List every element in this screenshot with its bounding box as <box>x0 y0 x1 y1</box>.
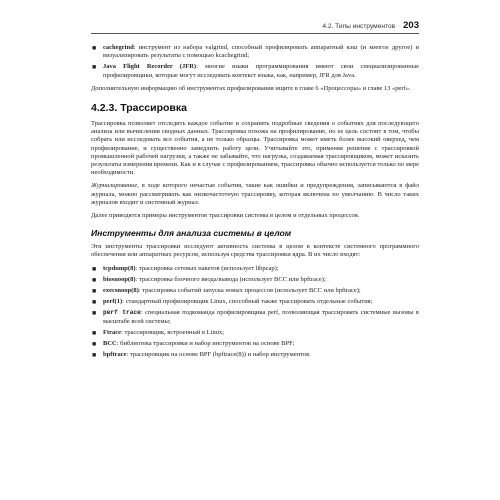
bullet-icon: ■ <box>92 309 97 318</box>
book-page <box>91 20 419 364</box>
logging-term: Журналирование <box>91 182 138 190</box>
bullet-icon: ■ <box>92 44 97 52</box>
bullet-icon: ■ <box>92 351 97 360</box>
list-term: execsnoop(8) <box>103 287 139 295</box>
list-term: cachegrind <box>103 44 134 51</box>
list-text: : трассировщик на основе BPF (bpftrace(8)) и набор инструментов. <box>126 351 311 359</box>
list-item <box>91 298 419 306</box>
list-item <box>91 63 419 79</box>
list-item <box>91 276 419 284</box>
list-text: : специальная подкоманда профилировщика perf, позволяющая трассировать системные вызовы в масштабе всей системы; <box>103 309 419 325</box>
list-text: : стандартный профилировщик Linux, способный также трассировать отдельные события; <box>122 298 373 306</box>
subsection-heading: Инструменты для анализа системы в целом <box>91 228 292 239</box>
page-number: 203 <box>403 20 419 31</box>
list-term: biosnoop(8) <box>103 275 136 283</box>
examples-paragraph: Далее приводятся примеры инструментов трассировки системы в целом и отдельных процессов. <box>91 212 360 220</box>
running-header <box>91 20 419 34</box>
list-term: Ftrace <box>103 328 122 336</box>
bullet-icon: ■ <box>92 287 97 296</box>
intro-paragraph: Дополнительную информацию об инструментах профилирования ищите в главе 6 «Процессоры» и главе 13 «perf». <box>91 84 411 92</box>
list-term: bpftrace <box>103 351 127 359</box>
list-item <box>91 265 419 273</box>
list-item <box>91 351 419 359</box>
bullet-icon: ■ <box>92 63 97 72</box>
header-section-title: 4.2. Типы инструментов <box>322 23 396 30</box>
bullet-icon: ■ <box>92 264 97 273</box>
bullet-icon: ■ <box>92 328 97 337</box>
system-tools-paragraph: Эти инструменты трассировки исследуют активность системы в целом в контексте системного программного обеспечения или аппаратных ресурсов, используя средства трассировки ядра. В их число входят: <box>91 243 419 259</box>
bullet-icon: ■ <box>92 340 97 349</box>
list-text: : библиотека трассировки и набор инструментов на основе BPF; <box>116 340 295 348</box>
list-text: : трассировка блочного ввода/вывода (использует BCC или bpftrace); <box>135 275 326 283</box>
list-text: : трассировка сетевых пакетов (использует libpcap); <box>135 264 279 272</box>
list-item <box>91 309 419 325</box>
list-term: tcpdump(8) <box>103 264 136 272</box>
profiler-list <box>91 44 419 80</box>
bullet-icon: ■ <box>92 298 97 307</box>
list-term: perf trace <box>103 309 141 317</box>
logging-text: , в ходе которого нечастые события, такие как ошибки и предупреждения, записываются в файл журнала, можно рассматривать как низкочастотную трассировку, которая включена по умолчанию. В число таких журналов входит и системный журнал. <box>91 182 419 206</box>
list-term: Java Flight Recorder (JFR) <box>103 63 197 71</box>
tracing-paragraph: Трассировка позволяет отследить каждое событие и сохранить подробные сведения о событиях для последующего анализа или вычисления сводных данных. Трассировка похожа на профилирование, но ее цель состоит в том, чтобы собрать или исследовать все события, а не только образцы. Трассировка может иметь более высокий оверхед, чем профилирование, и существенно замедлить работу цели. Учитывайте это, применяя решение с трассировкой промышленной рабочей нагрузки, а также не забывайте, что нагрузка, создаваемая трассировщиком, может исказить результаты измерения времени. Как и в случае с профилированием, трассировка обычно используется только по мере необходимости. <box>91 120 419 177</box>
list-term: BCC <box>103 340 117 348</box>
tracing-tools-list <box>91 265 419 360</box>
list-term: perf(1) <box>103 298 123 306</box>
list-item <box>91 340 419 348</box>
list-text: : инструмент из набора valgrind, способный профилировать аппаратный кэш (и многое другое) и визуализировать результаты с помощью kcachegrind; <box>103 44 419 60</box>
list-text: : трассировщик, встроенный в Linux; <box>121 328 224 336</box>
list-item <box>91 44 419 60</box>
logging-paragraph <box>91 182 419 207</box>
list-text: : многие языки программирования имеют свои специализированные профилировщики, которые могут исследовать контекст языка, как, например, JFR для Java. <box>103 63 419 79</box>
list-item <box>91 329 419 337</box>
list-item <box>91 287 419 295</box>
bullet-icon: ■ <box>92 275 97 284</box>
section-heading: 4.2.3. Трассировка <box>91 102 187 115</box>
list-text: : трассировка событий запуска новых процессов (использует BCC или bpftrace); <box>138 287 361 295</box>
